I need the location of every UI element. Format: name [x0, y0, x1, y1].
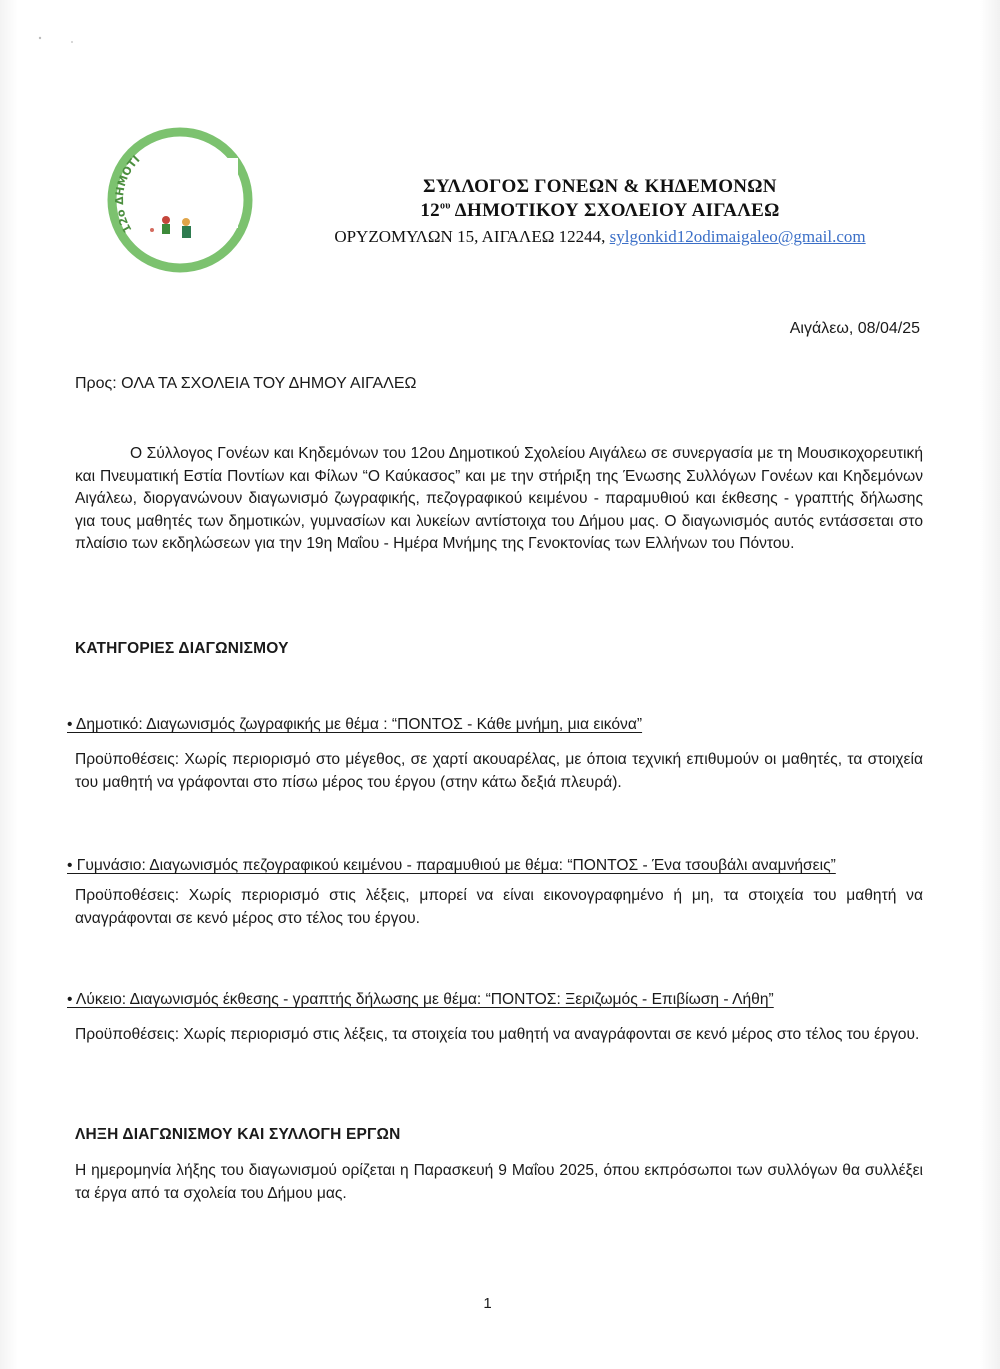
association-logo — [100, 120, 260, 280]
category-primary-requirements: Προϋποθέσεις: Χωρίς περιορισμό στο μέγεθος, σε χαρτί ακουαρέλας, με όποια τεχνική επιθυμούν οι μαθητές, τα στοιχεία του μαθητή να γράφονται στο πίσω μέρος του έργου (στην κάτω δεξιά πλευρά). — [75, 751, 923, 791]
contact-line — [300, 227, 900, 247]
letterhead — [300, 176, 900, 247]
school-name: $12^{o\upsilon}$ ΔΗΜΟΤΙΚΟΥ ΣΧΟΛΕΙΟΥ ΑΙΓΑΛΕΩ — [420, 200, 780, 221]
intro-paragraph: Ο Σύλλογος Γονέων και Κηδεμόνων του 12ου Δημοτικού Σχολείου Αιγάλεω σε συνεργασία με τη Μουσικοχορευτική και Πνευματική Εστία Ποντίων και Φίλων “Ο Καύκασος” και με την στήριξη της Ένωσης Συλλόγων Γονέων και Κηδεμόνων Αιγάλεω, διοργανώνουν διαγωνισμό ζωγραφικής, πεζογραφικού κειμένου - παραμυθιού και έκθεσης - γραπτής δήλωσης για τους μαθητές των δημοτικών, γυμνασίων και λυκείων αντίστοιχα του Δήμου μας. Ο διαγωνισμός αυτός εντάσσεται στο πλαίσιο των εκδηλώσεων για την 19η Μαΐου - Ημέρα Μνήμης της Γενοκτονίας των Ελλήνων του Πόντου. — [75, 445, 923, 552]
categories-heading: ΚΑΤΗΓΟΡΙΕΣ ΔΙΑΓΩΝΙΣΜΟΥ — [75, 640, 289, 657]
logo-ring-text: 12ο ΔΗΜΟΤΙ — [113, 152, 143, 235]
category-gymnasium-requirements: Προϋποθέσεις: Χωρίς περιορισμό στις λέξεις, μπορεί να είναι εικονογραφημένο ή μη, τα στοιχεία του μαθητή να αναγράφονται σε κενό μέρος στο τέλος του έργου. — [75, 887, 923, 927]
category-primary-title: • Δημοτικό: Διαγωνισμός ζωγραφικής με θέμα : “ΠΟΝΤΟΣ - Κάθε μνήμη, μια εικόνα” — [67, 716, 643, 733]
category-lyceum-requirements: Προϋποθέσεις: Χωρίς περιορισμό στις λέξεις, τα στοιχεία του μαθητή να αναγράφονται σε κενό μέρος στο τέλος του έργου. — [75, 1026, 920, 1043]
page-number: 1 — [483, 1295, 492, 1312]
association-name: ΣΥΛΛΟΓΟΣ ΓΟΝΕΩΝ & ΚΗΔΕΜΟΝΩΝ — [423, 176, 777, 197]
letter-date: Αιγάλεω, 08/04/25 — [789, 320, 920, 337]
recipient-line: Προς: ΟΛΑ ΤΑ ΣΧΟΛΕΙΑ ΤΟΥ ΔΗΜΟΥ ΑΙΓΑΛΕΩ — [75, 375, 417, 392]
email-link[interactable]: sylgonkid12odimaigaleo@gmail.com — [609, 227, 866, 246]
deadline-heading: ΛΗΞΗ ΔΙΑΓΩΝΙΣΜΟΥ ΚΑΙ ΣΥΛΛΟΓΗ ΕΡΓΩΝ — [75, 1126, 401, 1143]
category-gymnasium-title: • Γυμνάσιο: Διαγωνισμός πεζογραφικού κειμένου - παραμυθιού με θέμα: “ΠΟΝΤΟΣ - Ένα τσουβάλι αναμνήσεις” — [67, 857, 836, 874]
category-lyceum-title: • Λύκειο: Διαγωνισμός έκθεσης - γραπτής δήλωσης με θέμα: “ΠΟΝΤΟΣ: Ξεριζωμός - Επιβίωση - Λήθη” — [67, 991, 774, 1008]
address: ΟΡΥΖΟΜΥΛΩΝ 15, ΑΙΓΑΛΕΩ 12244, — [334, 227, 606, 246]
deadline-paragraph: Η ημερομηνία λήξης του διαγωνισμού ορίζεται η Παρασκευή 9 Μαΐου 2025, όπου εκπρόσωποι των συλλόγων θα συλλέξει τα έργα από τα σχολεία του Δήμου μας. — [75, 1162, 923, 1202]
scan-speck-mark — [30, 30, 90, 50]
